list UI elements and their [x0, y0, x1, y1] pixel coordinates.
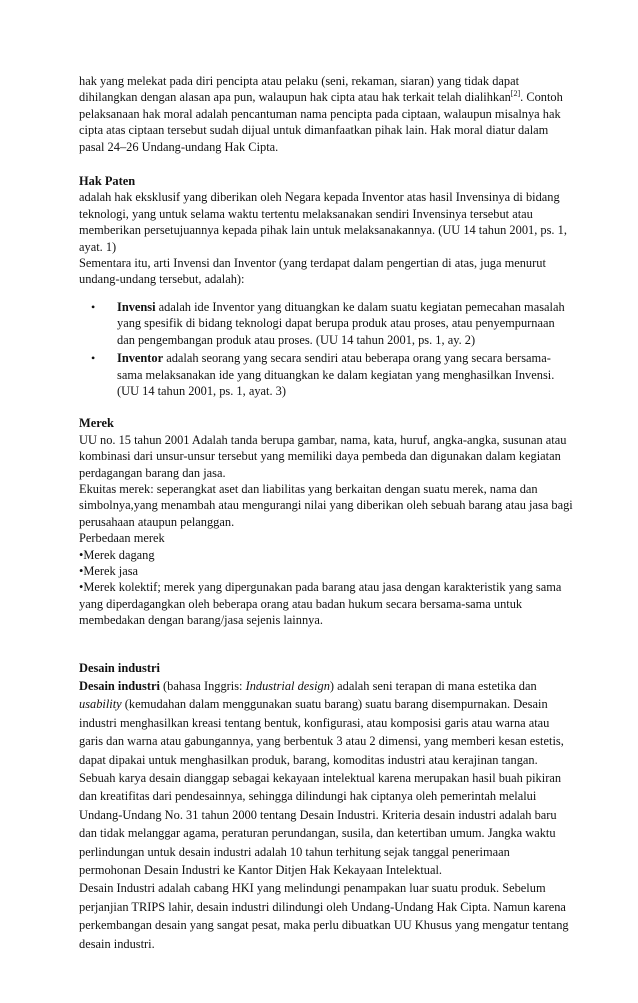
- merek-ekuitas: Ekuitas merek: seperangkat aset dan liabilitas yang berkaitan dengan suatu merek, nama dan simbolnya,yang menambah atau mengurangi nilai yang diberikan oleh sebuah barang atau jasa bagi perusahaan ataupun pelanggan.: [79, 481, 573, 529]
- term-invensi-text: adalah ide Inventor yang dituangkan ke dalam suatu kegiatan pemecahan masalah yang spesifik di bidang teknologi dapat berupa produk atau proses, atau penyempurnaan dan pengembangan produk atau proses. (UU 14 tahun 2001, ps. 1, ay. 2): [117, 299, 565, 347]
- desain-term: Desain industri: [79, 679, 160, 693]
- desain-italic-term: usability: [79, 697, 122, 712]
- list-item: [91, 350, 574, 399]
- intro-text-a: hak yang melekat pada diri pencipta atau pelaku (seni, rekaman, siaran) yang tidak dapat dihilangkan dengan alasan apa pun, walaupun hak cipta atau hak terkait telah dialihkan: [79, 74, 520, 105]
- merek-perbedaan-label: Perbedaan merek: [79, 531, 165, 546]
- merek-definition: UU no. 15 tahun 2001 Adalah tanda berupa gambar, nama, kata, huruf, angka-angka, susunan atau kombinasi dari unsur-unsur tersebut yang memiliki daya pembeda dan digunakan dalam kegiatan perdagangan barang dan jasa.: [79, 432, 567, 480]
- term-inventor: Inventor: [117, 351, 164, 366]
- paten-lead: Sementara itu, arti Invensi dan Inventor (yang terdapat dalam pengertian di atas, juga menurut undang-undang tersebut, adalah):: [79, 256, 546, 287]
- desain-text: (kemudahan dalam menggunakan suatu barang) suatu barang disempurnakan. Desain industri menghasilkan kreasi tentang bentuk, konfigurasi, atau komposisi garis atau warna atau garis dan warna atau gabungannya, yang berbentuk 3 atau 2 dimensi, yang memberi kesan estetis, dapat dipakai untuk menghasilkan produk, barang, komoditas industri atau kerajinan tangan. Sebuah karya desain dianggap sebagai kekayaan intelektual karena merupakan hasil buah pikiran dan kreatifitas dari pendesainnya, sehingga dilindungi hak ciptanya oleh pemerintah melalui Undang-Undang No. 31 tahun 2000 tentang Desain Industri. Kriteria desain industri adalah baru dan tidak melanggar agama, peraturan perundangan, susila, dan ketertiban umum. Jangka waktu perlindungan untuk desain industri adalah 10 tahun terhitung sejak tanggal penerimaan permohonan Desain Industri ke Kantor Ditjen Hak Kekayaan Intelektual.: [79, 697, 564, 878]
- desain-text: (bahasa Inggris:: [159, 679, 246, 693]
- merek-heading: Merek: [79, 416, 114, 431]
- term-invensi: Invensi: [117, 299, 156, 314]
- paten-heading: Hak Paten: [79, 174, 136, 189]
- term-inventor-text: adalah seorang yang secara sendiri atau beberapa orang yang secara bersama-sama melaksanakan ide yang dituangkan ke dalam kegiatan yang menghasilkan Invensi. (UU 14 tahun 2001, ps. 1, ayat. 3): [117, 351, 555, 398]
- paten-term-list: [79, 299, 574, 399]
- desain-text: ) adalah seni terapan di mana estetika dan: [329, 679, 537, 693]
- desain-section: [79, 659, 574, 954]
- merek-type-item: •Merek kolektif; merek yang dipergunakan pada barang atau jasa dengan karakteristik yang sama yang diperdagangkan oleh beberapa orang atau badan hukum secara bersama-sama untuk membedakan dengan barang/jasa sejenis lainnya.: [79, 580, 562, 628]
- desain-heading: Desain industri: [79, 660, 160, 675]
- list-item: [91, 299, 574, 348]
- desain-paragraph-2: Desain Industri adalah cabang HKI yang melindungi penampakan luar suatu produk. Sebelum perjanjian TRIPS lahir, desain industri dilindungi oleh Undang-Undang Hak Cipta. Namun karena perkembangan desain yang sangat pesat, maka perlu dibuatkan UU Khusus yang mengatur tentang desain industri.: [79, 881, 569, 951]
- intro-paragraph: [79, 73, 574, 155]
- merek-type-item: •Merek dagang: [79, 547, 155, 562]
- bullet-icon: •: [91, 299, 96, 314]
- merek-type-item: •Merek jasa: [79, 563, 139, 578]
- desain-italic-term: Industrial design: [245, 679, 330, 693]
- bullet-icon: •: [91, 351, 96, 366]
- paten-definition: adalah hak eksklusif yang diberikan oleh Negara kepada Inventor atas hasil Invensinya di bidang teknologi, yang untuk selama waktu tertentu melaksanakan sendiri Invensinya tersebut atau memberikan persetujuannya kepada pihak lain untuk melaksanakannya. (UU 14 tahun 2001, ps. 1, ayat. 1): [79, 190, 567, 254]
- intro-text-b: . Contoh pelaksanaan hak moral adalah pencantuman nama pencipta pada ciptaan, walaupun misalnya hak cipta atas ciptaan tersebut sudah dijual untuk dimanfaatkan pihak lain. Hak moral diatur dalam pasal 24–26 Undang-undang Hak Cipta.: [79, 90, 563, 154]
- citation-link[interactable]: [2]: [510, 89, 521, 99]
- desain-paragraph-1: [79, 677, 574, 879]
